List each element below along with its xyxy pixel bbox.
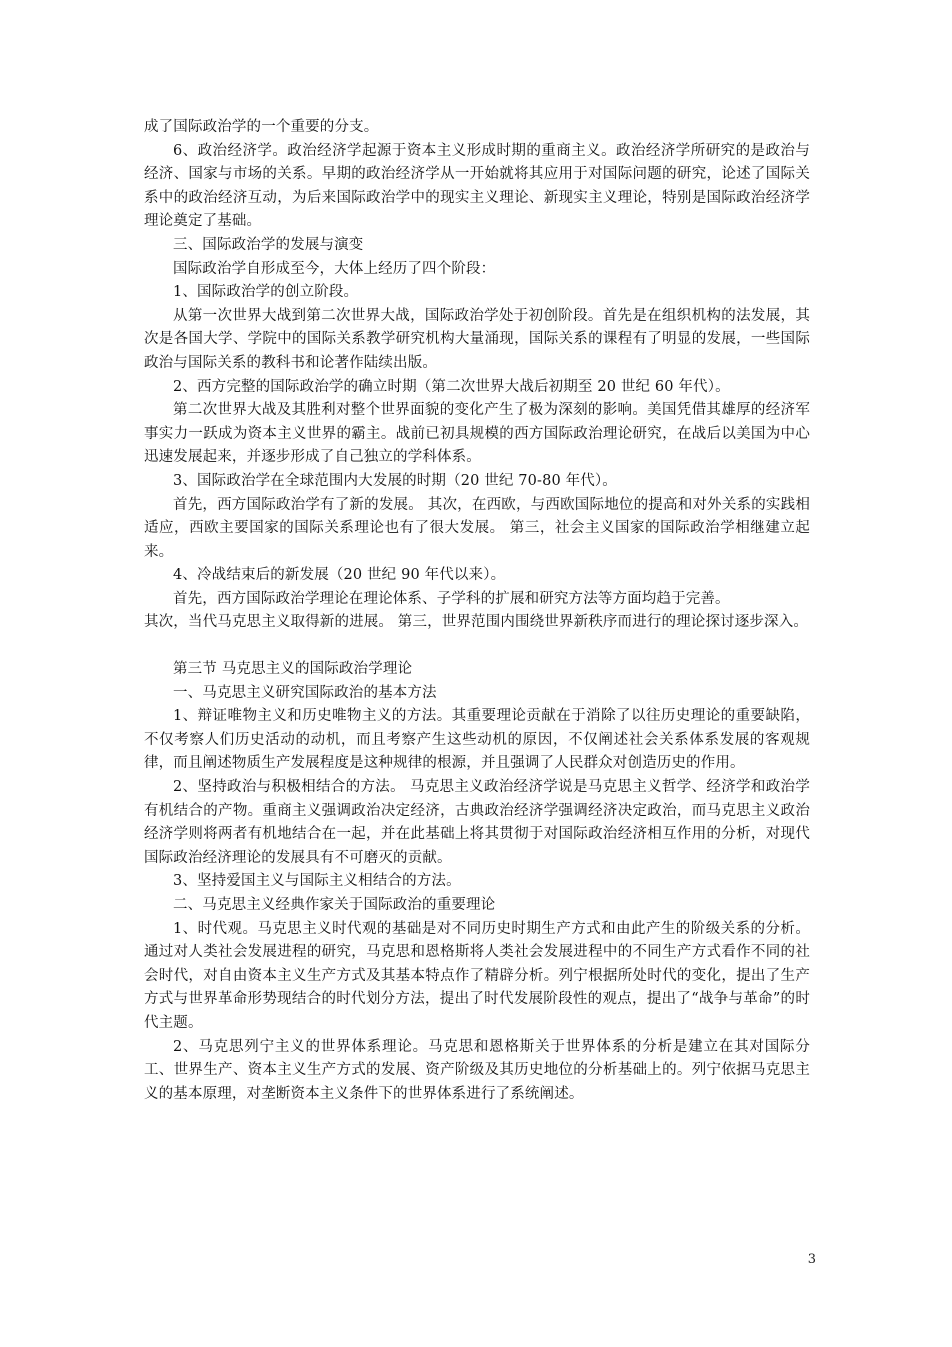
method-2: 2、坚持政治与积极相结合的方法。 马克思主义政治经济学说是马克思主义哲学、经济学和政治学有机结合的产物。重商主义强调政治决定经济，古典政治经济学强调经济决定政治，而马克思主义政治经济学则将两者有机地结合在一起，并在此基础上将其贯彻于对国际政治经济相互作用的分析，对现代国际政治经济理论的发展具有不可磨灭的贡献。	[144, 779, 810, 866]
method-3: 3、坚持爱国主义与国际主义相结合的方法。	[173, 873, 461, 890]
heading-development: 三、国际政治学的发展与演变	[173, 236, 364, 253]
section-title: 第三节 马克思主义的国际政治学理论	[173, 661, 413, 678]
theory-world-system: 2、马克思列宁主义的世界体系理论。马克思和恩格斯关于世界体系的分析是建立在其对国际分工、世界生产、资本主义生产方式的发展、资产阶级及其历史地位的分析基础上的。列宁依据马克思主义的基本原理，对垄断资本主义条件下的世界体系进行了系统阐述。	[144, 1038, 810, 1102]
paragraph-political-economy: 6、政治经济学。政治经济学起源于资本主义形成时期的重商主义。政治经济学所研究的是政治与经济、国家与市场的关系。早期的政治经济学从一开始就将其应用于对国际问题的研究，论述了国际关系中的政治经济互动，为后来国际政治学中的现实主义理论、新现实主义理论，特别是国际政治经济学理论奠定了基础。	[144, 142, 810, 230]
section-spacer	[144, 635, 810, 658]
page-number: 3	[807, 1252, 816, 1267]
stage-2-heading: 2、西方完整的国际政治学的确立时期（第二次世界大战后初期至 20 世纪 60 年代）。	[173, 378, 730, 395]
stage-3-heading: 3、国际政治学在全球范围内大发展的时期（20 世纪 70-80 年代）。	[173, 472, 617, 489]
stage-1-heading: 1、国际政治学的创立阶段。	[173, 284, 359, 301]
stage-1-text: 从第一次世界大战到第二次世界大战，国际政治学处于初创阶段。首先是在组织机构的法发展，其次是各国大学、学院中的国际关系教学研究机构大量涌现，国际关系的课程有了明显的发展，一些国际政治与国际关系的教科书和论著作陆续出版。	[144, 307, 810, 371]
paragraph-four-stages: 国际政治学自形成至今，大体上经历了四个阶段：	[173, 260, 496, 277]
paragraph-continuation: 成了国际政治学的一个重要的分支。	[144, 119, 379, 135]
stage-3-text: 首先，西方国际政治学有了新的发展。 其次，在西欧，与西欧国际地位的提高和对外关系的实践相适应，西欧主要国家的国际关系理论也有了很大发展。 第三，社会主义国家的国际政治学相继建立起来。	[144, 496, 810, 560]
stage-2-text: 第二次世界大战及其胜利对整个世界面貌的变化产生了极为深刻的影响。美国凭借其雄厚的经济军事实力一跃成为资本主义世界的霸主。战前已初具规模的西方国际政治理论研究，在战后以美国为中心迅速发展起来，并逐步形成了自己独立的学科体系。	[144, 402, 810, 466]
stage-4-text-line-1: 首先，西方国际政治学理论在理论体系、子学科的扩展和研究方法等方面均趋于完善。	[173, 590, 730, 607]
method-1: 1、辩证唯物主义和历史唯物主义的方法。其重要理论贡献在于消除了以往历史理论的重要缺陷，不仅考察人们历史活动的动机，而且考察产生这些动机的原因，不仅阐述社会关系体系发展的客观规律，而且阐述物质生产发展程度是这种规律的根源，并且强调了人民群众对创造历史的作用。	[144, 708, 810, 772]
stage-4-text-line-2: 其次，当代马克思主义取得新的进展。 第三，世界范围内围绕世界新秩序而进行的理论探讨逐步深入。	[144, 614, 809, 631]
subheading-theories: 二、马克思主义经典作家关于国际政治的重要理论	[173, 897, 496, 913]
theory-era-view: 1、时代观。马克思主义时代观的基础是对不同历史时期生产方式和由此产生的阶级关系的分析。通过对人类社会发展进程的研究，马克思和恩格斯将人类社会发展进程中的不同生产方式看作不同的社会时代，对自由资本主义生产方式及其基本特点作了精辟分析。列宁根据所处时代的变化，提出了生产方式与世界革命形势现结合的时代划分方法，提出了时代发展阶段性的观点，提出了“战争与革命”的时代主题。	[144, 920, 810, 1031]
page-body	[144, 116, 810, 1106]
stage-4-heading: 4、冷战结束后的新发展（20 世纪 90 年代以来）。	[173, 567, 506, 584]
subheading-methods: 一、马克思主义研究国际政治的基本方法	[173, 684, 437, 701]
